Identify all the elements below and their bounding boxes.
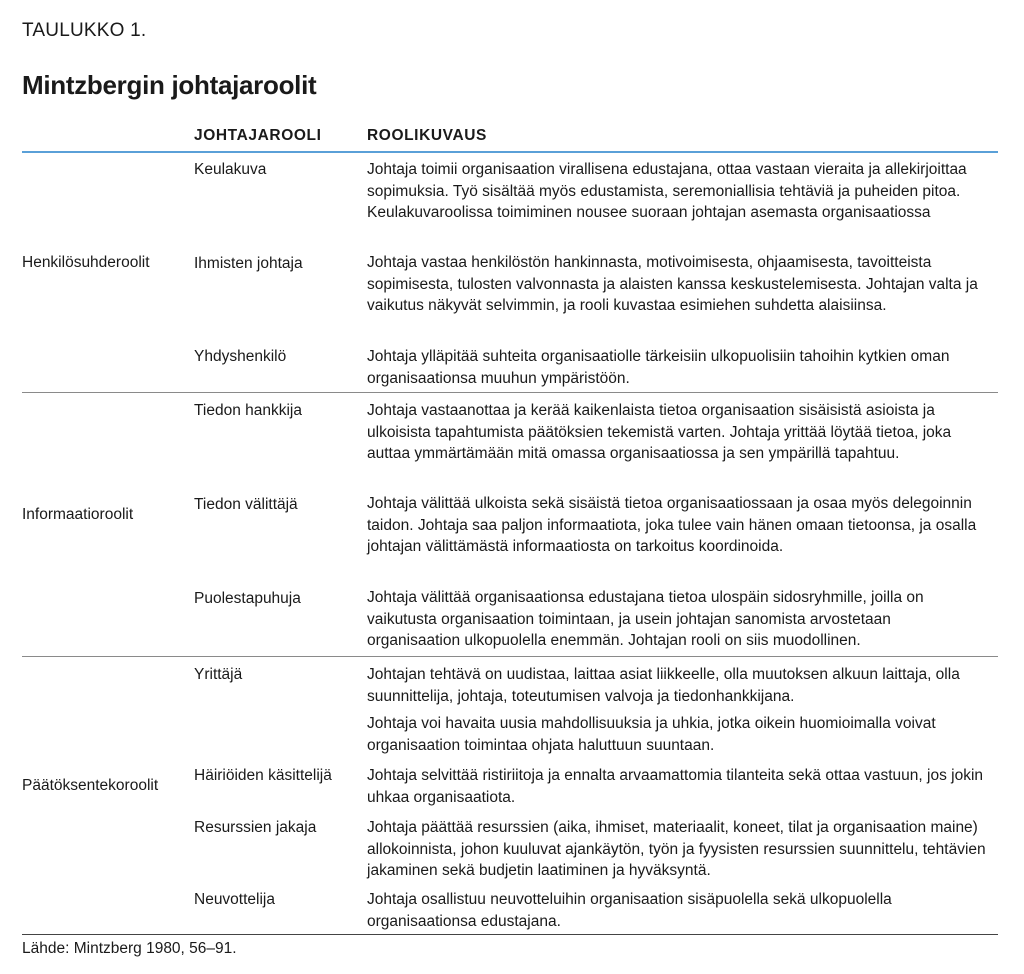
role-description: Johtajan tehtävä on uudistaa, laittaa asiat liikkeelle, olla muutoksen alkuun laittaja, olla suunnittelija, johtaja, toteutumisen valvoja ja tiedonhankkijana.	[367, 666, 960, 705]
column-header-role: JOHTAJAROOLI	[194, 127, 322, 144]
group-label-decisional: Päätöksentekoroolit	[22, 777, 159, 794]
header-divider	[22, 151, 998, 153]
role-resource-allocator: Resurssien jakaja	[194, 819, 317, 836]
role-description: Johtaja voi havaita uusia mahdollisuuksia ja uhkia, jotka oikein huomioimalla voivat organisaation toimintaa ohjata haluttuun suuntaan.	[367, 715, 936, 754]
role-monitor: Tiedon hankkija	[194, 402, 302, 419]
role-spokesperson: Puolestapuhuja	[194, 590, 301, 607]
role-description: Johtaja osallistuu neuvotteluihin organisaation sisäpuolella sekä ulkopuolella organisaationsa edustajana.	[367, 891, 892, 930]
table-label: TAULUKKO 1.	[22, 20, 147, 41]
role-description: Johtaja välittää ulkoista sekä sisäistä tietoa organisaatiossaan ja osaa myös delegoinnin taidon. Johtaja saa paljon informaatiota, joka tulee vain hänen omaan tietoonsa, ja osalla johtajan välittämästä informaatiosta on tarkoitus koordinoida.	[367, 495, 977, 555]
role-description: Johtaja toimii organisaation virallisena edustajana, ottaa vastaan vieraita ja allekirjoittaa sopimuksia. Työ sisältää myös edustamista, seremoniallisia tehtäviä ja puheiden pitoa. Keulakuvaroolissa toimiminen nousee suoraan johtajan asemasta organisaatiossa	[367, 161, 967, 221]
role-disturbance-handler: Häiriöiden käsittelijä	[194, 767, 332, 784]
role-description: Johtaja vastaanottaa ja kerää kaikenlaista tietoa organisaation sisäisistä asioista ja ulkoisista tapahtumista päätöksien tekemistä varten. Johtaja yrittää löytää tietoa, joka auttaa ymmärtämään mitä omassa organisaatiossa ja sen ympärillä tapahtuu.	[367, 402, 952, 462]
role-leader: Ihmisten johtaja	[194, 255, 303, 272]
role-description: Johtaja selvittää ristiriitoja ja ennalta arvaamattomia tilanteita sekä ottaa vastuun, jos jokin uhkaa organisaatiota.	[367, 767, 984, 806]
role-liaison: Yhdyshenkilö	[194, 348, 287, 365]
role-figurehead: Keulakuva	[194, 161, 267, 178]
group-divider	[22, 656, 998, 657]
role-entrepreneur: Yrittäjä	[194, 666, 243, 683]
source-note: Lähde: Mintzberg 1980, 56–91.	[22, 940, 237, 957]
column-header-description: ROOLIKUVAUS	[367, 127, 487, 144]
group-label-informational: Informaatioroolit	[22, 506, 134, 523]
role-description: Johtaja vastaa henkilöstön hankinnasta, motivoimisesta, ohjaamisesta, tavoitteista sopimisesta, tulosten valvonnasta ja alaisten kanssa keskustelemisesta. Johtajan valta ja vaikutus näkyvät selvimmin, ja rooli kuvastaa esimiehen suhdetta alaisiinsa.	[367, 254, 978, 314]
table-title: Mintzbergin johtajaroolit	[22, 70, 317, 100]
group-divider	[22, 392, 998, 393]
role-description: Johtaja välittää organisaationsa edustajana tietoa ulospäin sidosryhmille, joilla on vaikutusta organisaation toimintaan, ja usein johtajan sanomista arvostetaan organisaation ulkopuolella enemmän. Johtajan rooli on siis muodollinen.	[367, 589, 924, 649]
role-disseminator: Tiedon välittäjä	[194, 496, 298, 513]
role-description: Johtaja päättää resurssien (aika, ihmiset, materiaalit, koneet, tilat ja organisaation maine) allokoinnista, johon kuuluvat ajankäytön, työn ja fyysisten resurssien suunnittelu, tehtävien jakaminen sekä budjetin laatiminen ja hyväksyntä.	[367, 819, 986, 879]
table-bottom-rule	[22, 934, 998, 935]
group-label-interpersonal: Henkilösuhderoolit	[22, 254, 150, 271]
role-description: Johtaja ylläpitää suhteita organisaatiolle tärkeisiin ulkopuolisiin tahoihin kytkien oman organisaationsa muuhun ympäristöön.	[367, 348, 950, 387]
role-negotiator: Neuvottelija	[194, 891, 275, 908]
